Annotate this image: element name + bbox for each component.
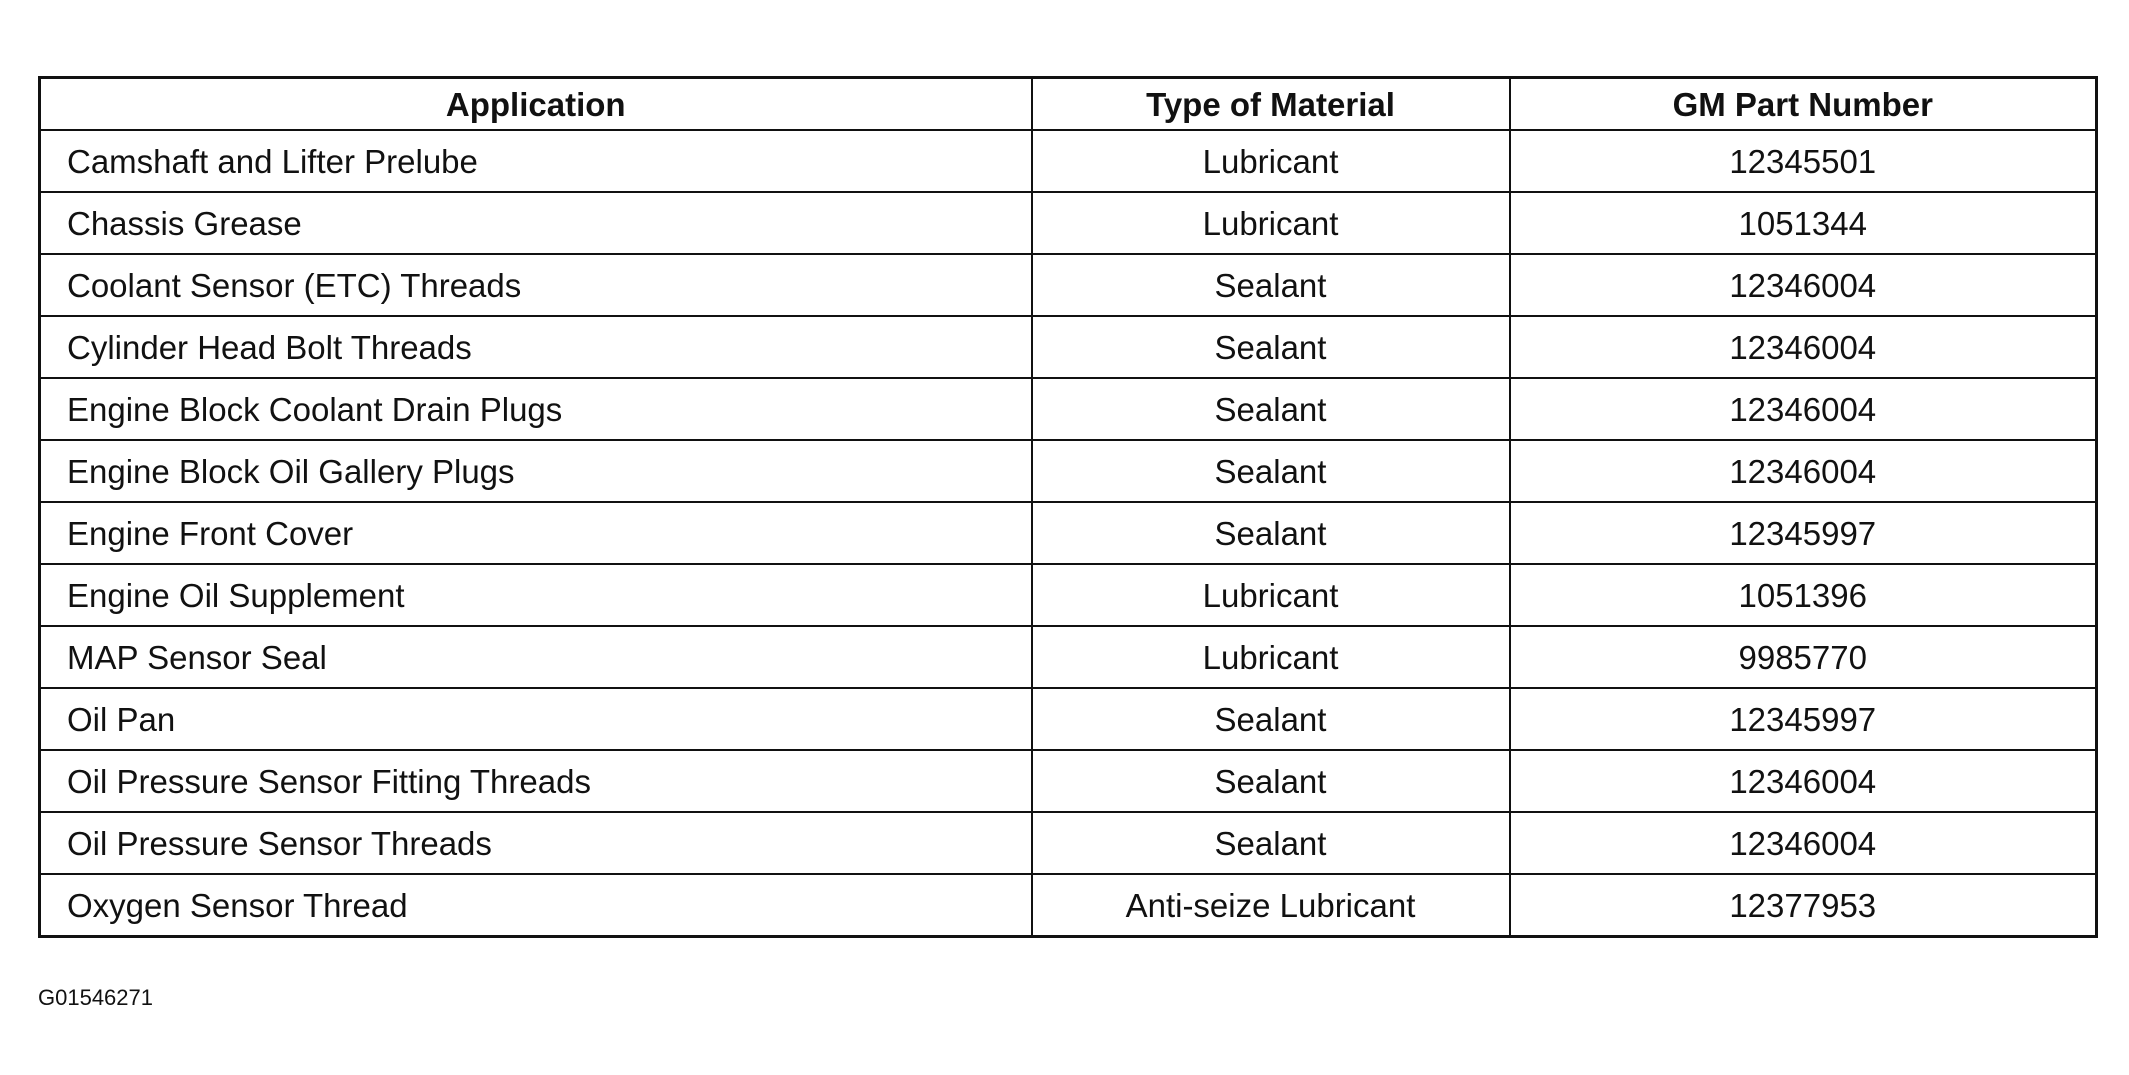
cell-application: Camshaft and Lifter Prelube [40, 130, 1032, 192]
cell-application: Oil Pan [40, 688, 1032, 750]
parts-table-container [38, 76, 2095, 938]
table-row [40, 564, 2097, 626]
figure-id: G01546271 [38, 985, 153, 1010]
table-row [40, 812, 2097, 874]
table-row [40, 378, 2097, 440]
cell-part-number: 12377953 [1510, 874, 2097, 937]
table-header-row [40, 78, 2097, 131]
cell-application: MAP Sensor Seal [40, 626, 1032, 688]
table-row [40, 874, 2097, 937]
cell-part-number: 12346004 [1510, 812, 2097, 874]
cell-application: Engine Block Oil Gallery Plugs [40, 440, 1032, 502]
table-row [40, 130, 2097, 192]
cell-application: Oxygen Sensor Thread [40, 874, 1032, 937]
cell-material: Lubricant [1032, 564, 1510, 626]
cell-application: Chassis Grease [40, 192, 1032, 254]
table-row [40, 688, 2097, 750]
table-row [40, 440, 2097, 502]
cell-part-number: 12346004 [1510, 750, 2097, 812]
cell-application: Engine Block Coolant Drain Plugs [40, 378, 1032, 440]
cell-material: Sealant [1032, 688, 1510, 750]
cell-part-number: 9985770 [1510, 626, 2097, 688]
header-material: Type of Material [1032, 78, 1510, 131]
header-application: Application [40, 78, 1032, 131]
cell-material: Sealant [1032, 378, 1510, 440]
cell-material: Lubricant [1032, 130, 1510, 192]
cell-application: Oil Pressure Sensor Fitting Threads [40, 750, 1032, 812]
cell-application: Engine Oil Supplement [40, 564, 1032, 626]
cell-part-number: 12346004 [1510, 440, 2097, 502]
table-body [40, 130, 2097, 937]
table-row [40, 626, 2097, 688]
cell-material: Sealant [1032, 316, 1510, 378]
cell-material: Sealant [1032, 502, 1510, 564]
cell-application: Oil Pressure Sensor Threads [40, 812, 1032, 874]
cell-part-number: 12345501 [1510, 130, 2097, 192]
table-row [40, 750, 2097, 812]
table-row [40, 192, 2097, 254]
cell-part-number: 12346004 [1510, 378, 2097, 440]
cell-application: Cylinder Head Bolt Threads [40, 316, 1032, 378]
cell-material: Sealant [1032, 440, 1510, 502]
cell-material: Sealant [1032, 254, 1510, 316]
cell-part-number: 12345997 [1510, 502, 2097, 564]
cell-material: Lubricant [1032, 626, 1510, 688]
cell-material: Sealant [1032, 812, 1510, 874]
cell-material: Sealant [1032, 750, 1510, 812]
table-row [40, 502, 2097, 564]
cell-part-number: 12346004 [1510, 254, 2097, 316]
cell-material: Anti-seize Lubricant [1032, 874, 1510, 937]
cell-application: Engine Front Cover [40, 502, 1032, 564]
cell-part-number: 12346004 [1510, 316, 2097, 378]
cell-application: Coolant Sensor (ETC) Threads [40, 254, 1032, 316]
cell-part-number: 1051396 [1510, 564, 2097, 626]
cell-material: Lubricant [1032, 192, 1510, 254]
sealant-lubricant-table [38, 76, 2098, 938]
cell-part-number: 1051344 [1510, 192, 2097, 254]
table-row [40, 254, 2097, 316]
cell-part-number: 12345997 [1510, 688, 2097, 750]
header-part-number: GM Part Number [1510, 78, 2097, 131]
table-row [40, 316, 2097, 378]
